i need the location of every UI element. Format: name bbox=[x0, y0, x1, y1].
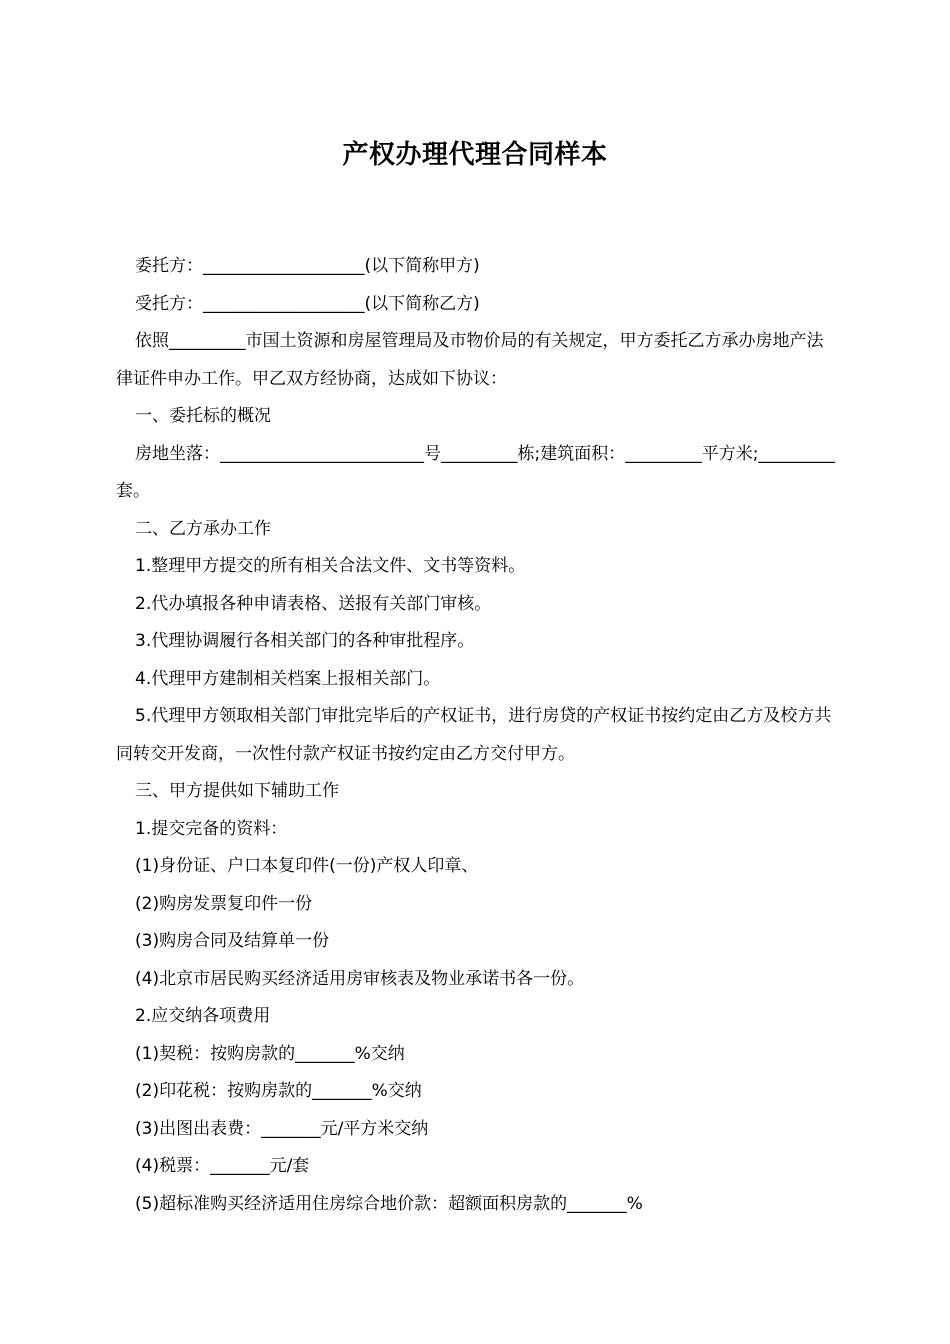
list-item: 5.代理甲方领取相关部门审批完毕后的产权证书，进行房贷的产权证书按约定由乙方及校方共同转交开发商，一次性付款产权证书按约定由乙方交付甲方。 bbox=[116, 706, 832, 764]
clause-property-location: 房地坐落：________________________号_________栋;建筑面积：_________平方米;_________套。 bbox=[116, 443, 835, 501]
sub-list-item: (2)印花税：按购房款的_______%交纳 bbox=[135, 1081, 422, 1101]
clause-agent: 受托方：___________________(以下简称乙方) bbox=[135, 293, 480, 314]
list-item: 1.提交完备的资料： bbox=[135, 818, 288, 839]
clause-basis: 依照_________市国土资源和房屋管理局及市物价局的有关规定，甲方委托乙方承办房地产法律证件申办工作。甲乙双方经协商，达成如下协议： bbox=[116, 331, 824, 389]
sub-list-item: (4)北京市居民购买经济适用房审核表及物业承诺书各一份。 bbox=[135, 968, 585, 989]
sub-list-item: (2)购房发票复印件一份 bbox=[135, 893, 313, 914]
sub-list-item: (5)超标准购买经济适用住房综合地价款：超额面积房款的_______% bbox=[135, 1193, 643, 1214]
document-body bbox=[116, 248, 836, 1223]
sub-list-item: (3)出图出表费：_______元/平方米交纳 bbox=[135, 1118, 429, 1139]
list-item: 1.整理甲方提交的所有相关合法文件、文书等资料。 bbox=[135, 556, 526, 576]
sub-list-item: (4)税票：_______元/套 bbox=[135, 1156, 310, 1176]
section-heading-1: 一、委托标的概况 bbox=[135, 406, 271, 426]
section-heading-3: 三、甲方提供如下辅助工作 bbox=[135, 781, 339, 801]
list-item: 4.代理甲方建制相关档案上报相关部门。 bbox=[135, 668, 441, 689]
sub-list-item: (3)购房合同及结算单一份 bbox=[135, 931, 330, 951]
section-heading-2: 二、乙方承办工作 bbox=[135, 518, 271, 539]
sub-list-item: (1)身份证、户口本复印件(一份)产权人印章、 bbox=[135, 856, 479, 876]
list-item: 3.代理协调履行各相关部门的各种审批程序。 bbox=[135, 631, 475, 651]
list-item: 2.代办填报各种申请表格、送报有关部门审核。 bbox=[135, 593, 492, 614]
document-title: 产权办理代理合同样本 bbox=[342, 140, 608, 170]
sub-list-item: (1)契税：按购房款的_______%交纳 bbox=[135, 1043, 405, 1064]
list-item: 2.应交纳各项费用 bbox=[135, 1006, 271, 1026]
clause-client: 委托方：___________________(以下简称甲方) bbox=[135, 256, 480, 276]
